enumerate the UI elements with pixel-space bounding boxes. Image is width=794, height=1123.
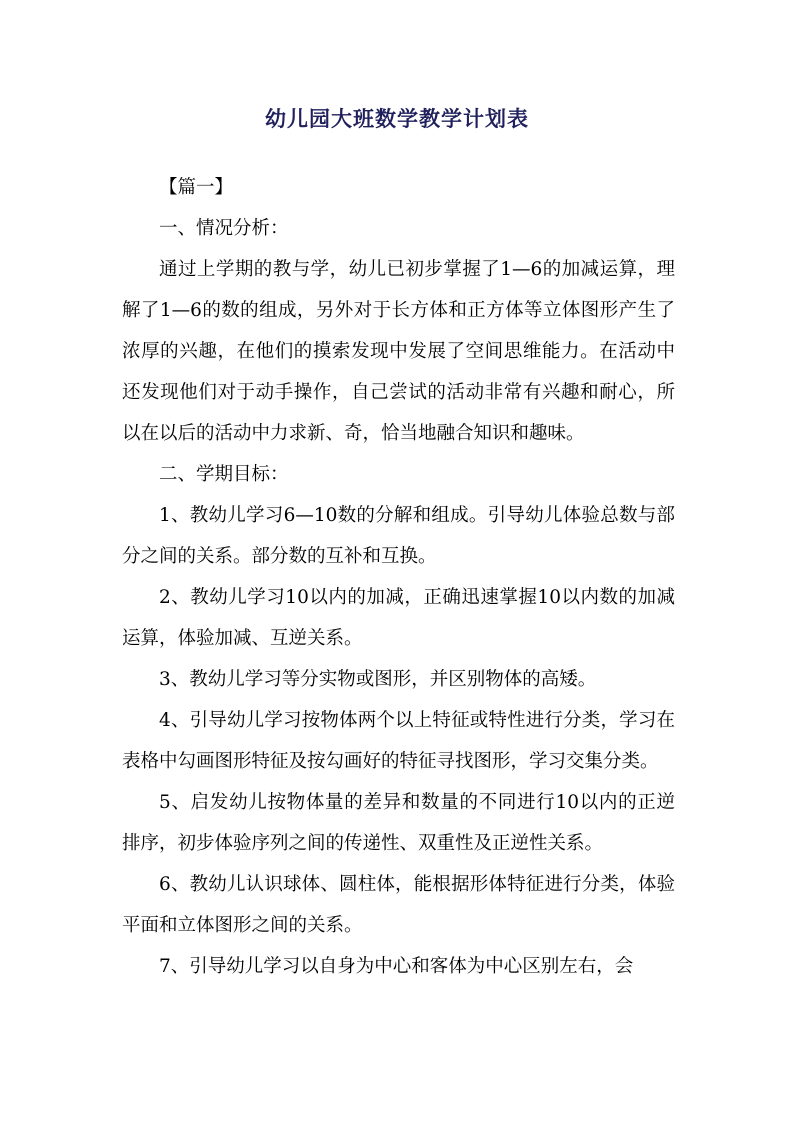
- goal-item: 6、教幼儿认识球体、圆柱体，能根据形体特征进行分类，体验平面和立体图形之间的关系。: [122, 874, 675, 936]
- subsection-heading: 二、学期目标：: [159, 464, 289, 485]
- goal-item: 7、引导幼儿学习以自身为中心和客体为中心区别左右，会: [159, 956, 634, 977]
- section-heading: 【篇一】: [159, 177, 234, 198]
- goal-item: 2、教幼儿学习10以内的加减，正确迅速掌握10以内数的加减运算，体验加减、互逆关系。: [122, 587, 675, 649]
- document-body: [122, 167, 675, 987]
- goal-item: 5、启发幼儿按物体量的差异和数量的不同进行10以内的正逆排序，初步体验序列之间的传递性、双重性及正逆性关系。: [122, 792, 675, 854]
- goal-item: 3、教幼儿学习等分实物或图形，并区别物体的高矮。: [159, 669, 597, 690]
- goal-item: 4、引导幼儿学习按物体两个以上特征或特性进行分类，学习在表格中勾画图形特征及按勾画好的特征寻找图形，学习交集分类。: [122, 710, 675, 772]
- goal-item: 1、教幼儿学习6—10数的分解和组成。引导幼儿体验总数与部分之间的关系。部分数的互补和互换。: [122, 505, 675, 567]
- body-paragraph: 通过上学期的教与学，幼儿已初步掌握了1—6的加减运算，理解了1—6的数的组成，另外对于长方体和正方体等立体图形产生了浓厚的兴趣，在他们的摸索发现中发展了空间思维能力。在活动中还发现他们对于动手操作，自己尝试的活动非常有兴趣和耐心，所以在以后的活动中力求新、奇，恰当地融合知识和趣味。: [122, 259, 675, 444]
- subsection-heading: 一、情况分析：: [159, 218, 289, 239]
- document-title: 幼儿园大班数学教学计划表: [265, 106, 529, 131]
